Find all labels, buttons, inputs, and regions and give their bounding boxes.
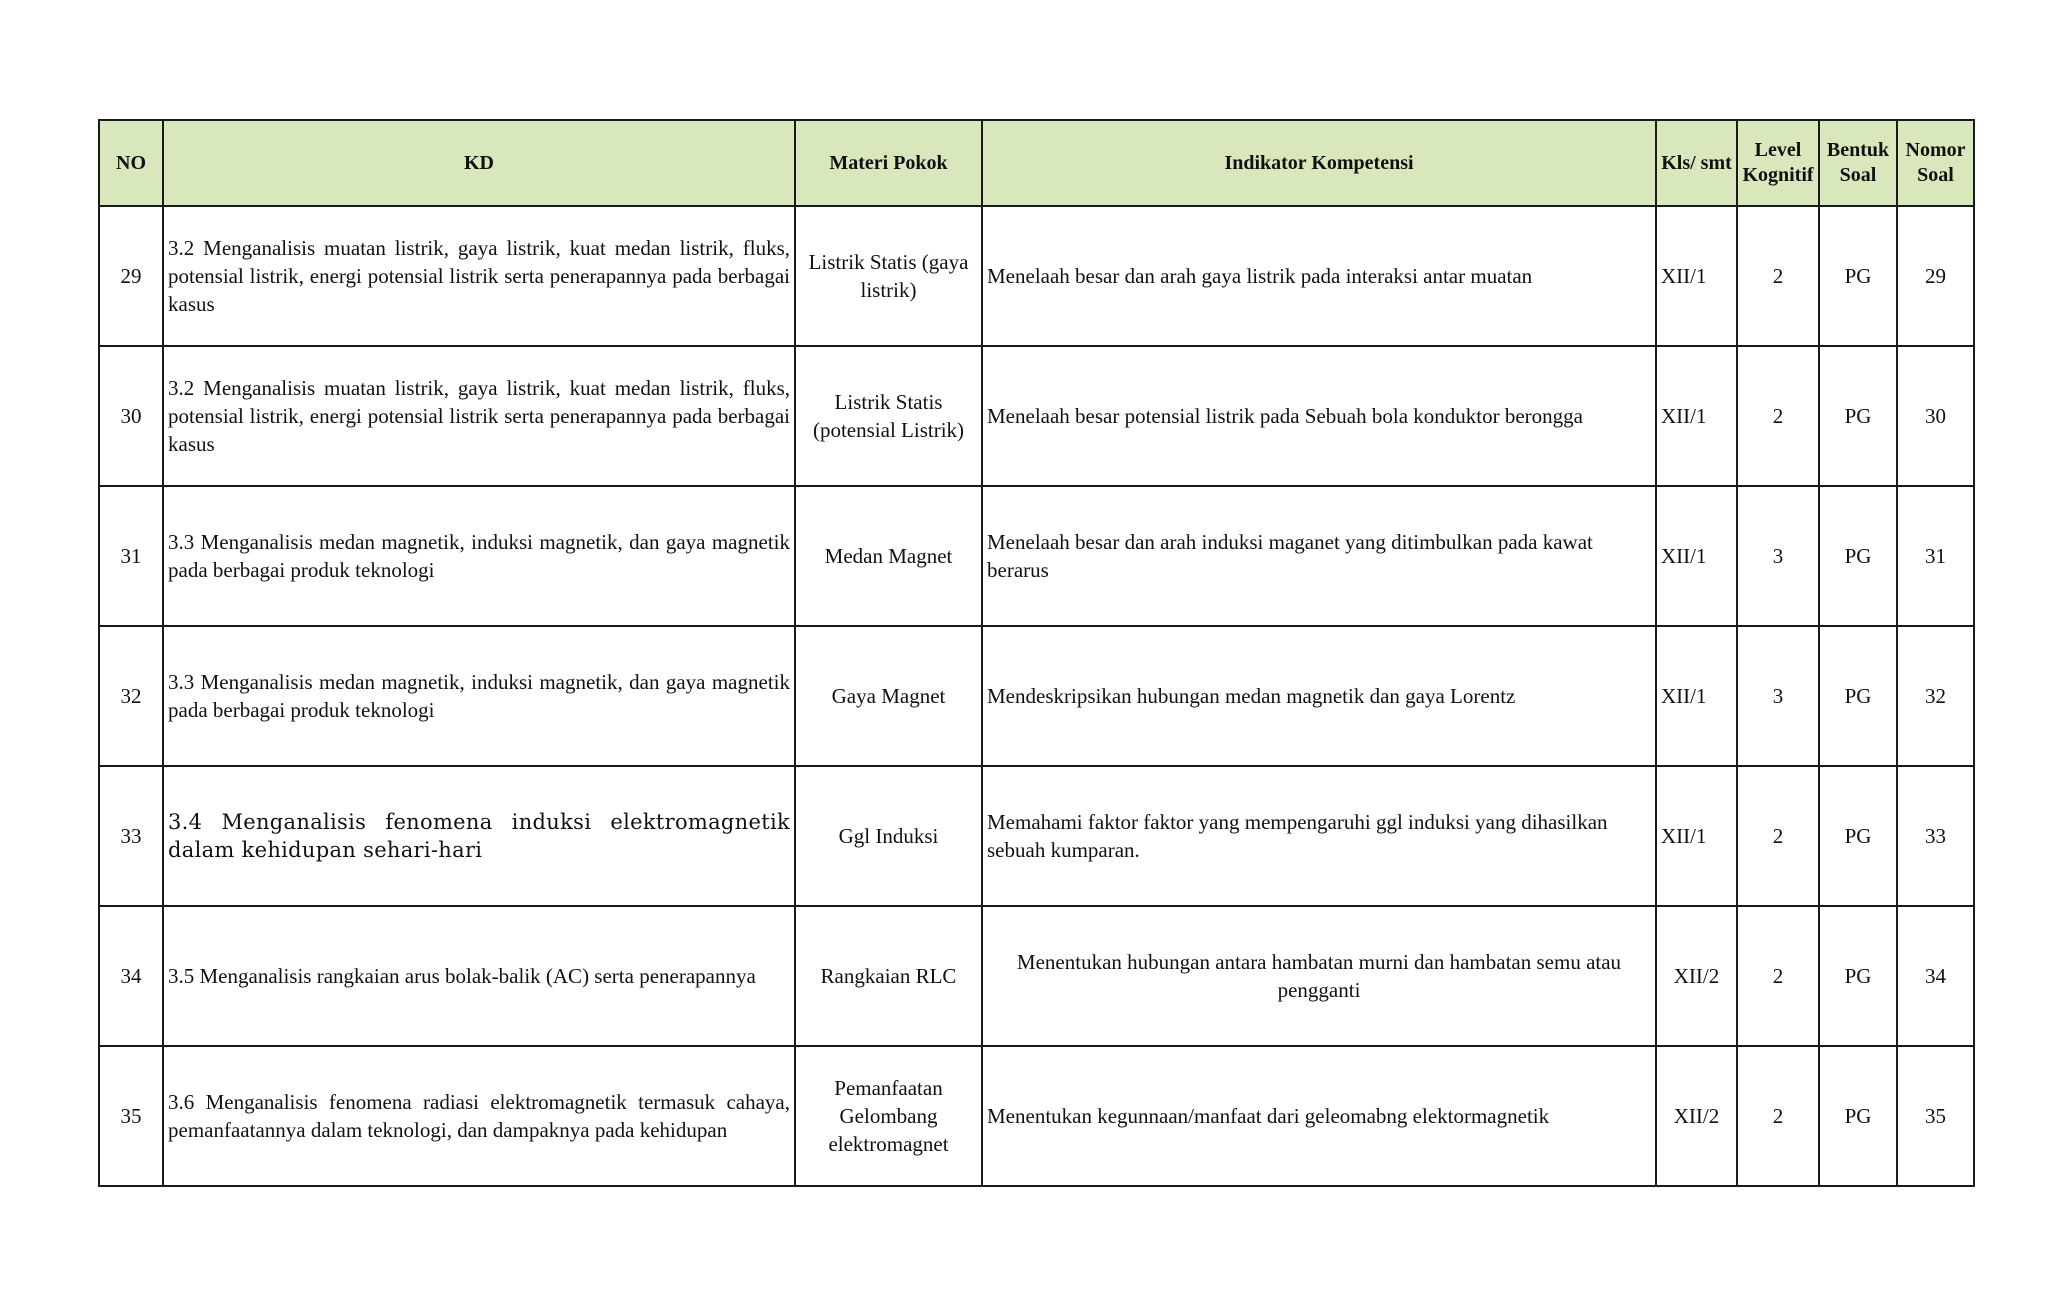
cell-materi-pokok: Pemanfaatan Gelombang elektromagnet xyxy=(795,1046,982,1186)
header-bentuk-soal: Bentuk Soal xyxy=(1819,120,1897,206)
cell-indikator: Menelaah besar dan arah gaya listrik pada interaksi antar muatan xyxy=(982,206,1656,346)
cell-indikator: Menelaah besar dan arah induksi maganet yang ditimbulkan pada kawat berarus xyxy=(982,486,1656,626)
cell-no: 33 xyxy=(99,766,163,906)
table-header xyxy=(99,120,1974,206)
header-level-kognitif: Level Kognitif xyxy=(1737,120,1819,206)
cell-bentuk-soal: PG xyxy=(1819,206,1897,346)
cell-kd: 3.3 Menganalisis medan magnetik, induksi magnetik, dan gaya magnetik pada berbagai produk teknologi xyxy=(163,486,795,626)
cell-level-kognitif: 2 xyxy=(1737,206,1819,346)
header-kd: KD xyxy=(163,120,795,206)
cell-bentuk-soal: PG xyxy=(1819,486,1897,626)
cell-kd: 3.4 Menganalisis fenomena induksi elektromagnetik dalam kehidupan sehari-hari xyxy=(163,766,795,906)
table-row xyxy=(99,486,1974,626)
cell-level-kognitif: 2 xyxy=(1737,1046,1819,1186)
table-row xyxy=(99,626,1974,766)
header-nomor-soal: Nomor Soal xyxy=(1897,120,1974,206)
cell-kd: 3.3 Menganalisis medan magnetik, induksi magnetik, dan gaya magnetik pada berbagai produk teknologi xyxy=(163,626,795,766)
header-no: NO xyxy=(99,120,163,206)
header-materi-pokok: Materi Pokok xyxy=(795,120,982,206)
header-kelas-semester: Kls/ smt xyxy=(1656,120,1737,206)
cell-indikator: Mendeskripsikan hubungan medan magnetik dan gaya Lorentz xyxy=(982,626,1656,766)
cell-kelas-semester: XII/1 xyxy=(1656,626,1737,766)
cell-level-kognitif: 2 xyxy=(1737,766,1819,906)
table-row xyxy=(99,906,1974,1046)
cell-bentuk-soal: PG xyxy=(1819,906,1897,1046)
cell-nomor-soal: 32 xyxy=(1897,626,1974,766)
cell-materi-pokok: Gaya Magnet xyxy=(795,626,982,766)
cell-kd: 3.2 Menganalisis muatan listrik, gaya listrik, kuat medan listrik, fluks, potensial listrik, energi potensial listrik serta penerapannya pada berbagai kasus xyxy=(163,346,795,486)
cell-nomor-soal: 33 xyxy=(1897,766,1974,906)
cell-level-kognitif: 3 xyxy=(1737,486,1819,626)
cell-materi-pokok: Listrik Statis (gaya listrik) xyxy=(795,206,982,346)
cell-nomor-soal: 34 xyxy=(1897,906,1974,1046)
kisi-kisi-table xyxy=(98,119,1975,1187)
cell-no: 29 xyxy=(99,206,163,346)
cell-no: 30 xyxy=(99,346,163,486)
cell-kelas-semester: XII/1 xyxy=(1656,346,1737,486)
cell-indikator: Menentukan kegunnaan/manfaat dari geleomabng elektormagnetik xyxy=(982,1046,1656,1186)
table-row xyxy=(99,1046,1974,1186)
cell-kelas-semester: XII/1 xyxy=(1656,486,1737,626)
cell-nomor-soal: 35 xyxy=(1897,1046,1974,1186)
cell-nomor-soal: 29 xyxy=(1897,206,1974,346)
cell-kelas-semester: XII/2 xyxy=(1656,906,1737,1046)
cell-indikator: Menentukan hubungan antara hambatan murni dan hambatan semu atau pengganti xyxy=(982,906,1656,1046)
cell-indikator: Memahami faktor faktor yang mempengaruhi ggl induksi yang dihasilkan sebuah kumparan. xyxy=(982,766,1656,906)
table-row xyxy=(99,206,1974,346)
cell-kd: 3.5 Menganalisis rangkaian arus bolak-balik (AC) serta penerapannya xyxy=(163,906,795,1046)
cell-level-kognitif: 3 xyxy=(1737,626,1819,766)
table-row xyxy=(99,346,1974,486)
cell-no: 34 xyxy=(99,906,163,1046)
cell-kelas-semester: XII/1 xyxy=(1656,206,1737,346)
cell-level-kognitif: 2 xyxy=(1737,346,1819,486)
cell-nomor-soal: 30 xyxy=(1897,346,1974,486)
header-indikator-kompetensi: Indikator Kompetensi xyxy=(982,120,1656,206)
cell-bentuk-soal: PG xyxy=(1819,626,1897,766)
table-body xyxy=(99,206,1974,1186)
cell-nomor-soal: 31 xyxy=(1897,486,1974,626)
cell-materi-pokok: Medan Magnet xyxy=(795,486,982,626)
cell-bentuk-soal: PG xyxy=(1819,766,1897,906)
cell-level-kognitif: 2 xyxy=(1737,906,1819,1046)
cell-indikator: Menelaah besar potensial listrik pada Sebuah bola konduktor berongga xyxy=(982,346,1656,486)
cell-kd: 3.6 Menganalisis fenomena radiasi elektromagnetik termasuk cahaya, pemanfaatannya dalam teknologi, dan dampaknya pada kehidupan xyxy=(163,1046,795,1186)
kisi-kisi-table-wrapper xyxy=(98,119,1975,1187)
cell-materi-pokok: Listrik Statis (potensial Listrik) xyxy=(795,346,982,486)
cell-materi-pokok: Rangkaian RLC xyxy=(795,906,982,1046)
cell-kelas-semester: XII/2 xyxy=(1656,1046,1737,1186)
header-row xyxy=(99,120,1974,206)
cell-materi-pokok: Ggl Induksi xyxy=(795,766,982,906)
table-row xyxy=(99,766,1974,906)
cell-kd: 3.2 Menganalisis muatan listrik, gaya listrik, kuat medan listrik, fluks, potensial listrik, energi potensial listrik serta penerapannya pada berbagai kasus xyxy=(163,206,795,346)
cell-kelas-semester: XII/1 xyxy=(1656,766,1737,906)
cell-no: 35 xyxy=(99,1046,163,1186)
cell-bentuk-soal: PG xyxy=(1819,1046,1897,1186)
cell-no: 32 xyxy=(99,626,163,766)
cell-bentuk-soal: PG xyxy=(1819,346,1897,486)
cell-no: 31 xyxy=(99,486,163,626)
